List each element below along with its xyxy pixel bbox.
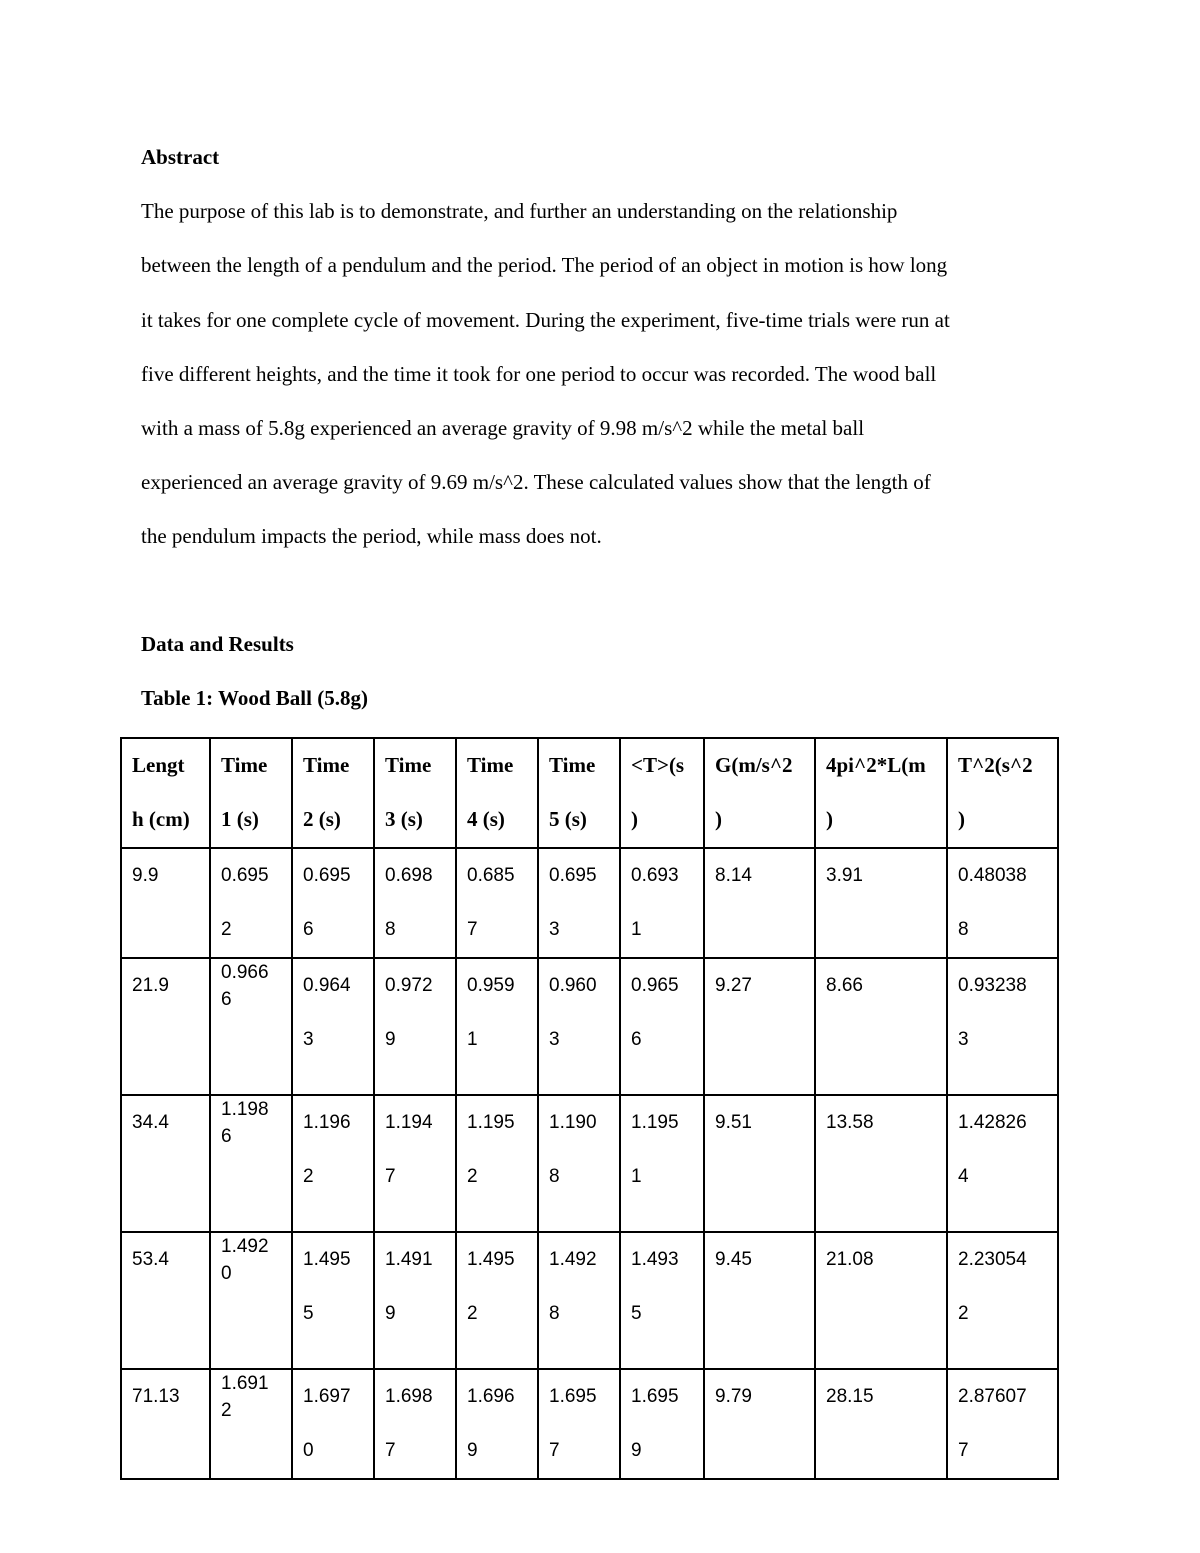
table-cell (620, 1369, 704, 1479)
table-cell-text: 9.45 (715, 1249, 752, 1270)
column-header-text: Time (303, 753, 350, 777)
table-cell (704, 958, 815, 1095)
table-body (121, 848, 1058, 1479)
table-cell-text: 0 (221, 1263, 232, 1284)
table-cell-text: 8.14 (715, 865, 752, 886)
table-cell-text: 8 (549, 1166, 560, 1187)
abstract-line: with a mass of 5.8g experienced an average gravity of 9.98 m/s^2 while the metal ball (141, 416, 865, 440)
table-cell-text: 8 (958, 919, 969, 940)
table-cell (374, 958, 456, 1095)
column-header-text: 5 (s) (549, 807, 587, 831)
table-cell (947, 958, 1058, 1095)
table-cell-text: 1.196 (303, 1112, 351, 1133)
table-cell (704, 1095, 815, 1232)
column-header-text: <T>(s (631, 753, 685, 777)
table-cell-text: 7 (385, 1440, 396, 1461)
table-cell (210, 1369, 292, 1479)
table-cell-text: 0.695 (549, 865, 597, 886)
table-cell (121, 1232, 210, 1369)
table-cell (947, 1369, 1058, 1479)
column-header (292, 738, 374, 848)
column-header (374, 738, 456, 848)
table-cell-text: 6 (221, 989, 232, 1010)
table-cell-text: 8.66 (826, 975, 863, 996)
table-cell (947, 1095, 1058, 1232)
table-cell-text: 0.960 (549, 975, 597, 996)
table-cell-text: 2 (221, 919, 232, 940)
table-cell-text: 2 (467, 1303, 478, 1324)
table-cell (815, 1232, 947, 1369)
column-header-text: ) (958, 807, 965, 831)
table-cell-text: 2 (303, 1166, 314, 1187)
column-header-text: ) (631, 807, 638, 831)
table-cell (292, 1095, 374, 1232)
column-header-text: 4 (s) (467, 807, 505, 831)
column-header-text: 4pi^2*L(m (826, 753, 926, 777)
table-cell-text: 21.9 (132, 975, 169, 996)
column-header-text: ) (826, 807, 833, 831)
table-cell-text: 2 (958, 1303, 969, 1324)
table-cell-text: 1.190 (549, 1112, 597, 1133)
table-cell (374, 1369, 456, 1479)
abstract-heading: Abstract (141, 145, 220, 169)
table-header-row (121, 738, 1058, 848)
table-cell-text: 9.51 (715, 1112, 752, 1133)
table-cell-text: 1.495 (467, 1249, 515, 1270)
table-cell-text: 0.93238 (958, 975, 1027, 996)
table-cell-text: 2 (467, 1166, 478, 1187)
column-header-text: Time (467, 753, 514, 777)
table-cell-text: 1.194 (385, 1112, 433, 1133)
table-cell-text: 2 (221, 1400, 232, 1421)
column-header (210, 738, 292, 848)
table-cell-text: 71.13 (132, 1386, 180, 1407)
table-cell (210, 1232, 292, 1369)
table-cell-text: 3 (303, 1029, 314, 1050)
column-header-text: Time (549, 753, 596, 777)
table-cell-text: 7 (385, 1166, 396, 1187)
table-cell-text: 2.23054 (958, 1249, 1027, 1270)
table-cell (292, 848, 374, 958)
table-cell (538, 958, 620, 1095)
table-cell-text: 28.15 (826, 1386, 874, 1407)
table-cell (456, 1369, 538, 1479)
table-cell-text: 8 (385, 919, 396, 940)
table-cell-text: 9.27 (715, 975, 752, 996)
table-cell-text: 1.495 (303, 1249, 351, 1270)
table-row (121, 848, 1058, 958)
table-cell (121, 958, 210, 1095)
table-cell (292, 1369, 374, 1479)
wood-ball-table (120, 737, 1059, 1480)
table-cell (947, 848, 1058, 958)
table-cell-text: 1.493 (631, 1249, 679, 1270)
table-cell-text: 1.698 (385, 1386, 433, 1407)
abstract-line: experienced an average gravity of 9.69 m/s^2. These calculated values show that the length of (141, 470, 931, 494)
table-cell-text: 6 (221, 1126, 232, 1147)
table-cell-text: 9 (385, 1303, 396, 1324)
table-cell-text: 6 (631, 1029, 642, 1050)
abstract-line: between the length of a pendulum and the period. The period of an object in motion is how long (141, 253, 948, 277)
column-header-text: Lengt (132, 753, 185, 777)
table-cell-text: 7 (467, 919, 478, 940)
column-header-text: T^2(s^2 (958, 753, 1033, 777)
table-cell-text: 9 (631, 1440, 642, 1461)
table-cell-text: 13.58 (826, 1112, 874, 1133)
table-cell-text: 1.195 (631, 1112, 679, 1133)
table-cell-text: 0.959 (467, 975, 515, 996)
table-cell-text: 1.695 (549, 1386, 597, 1407)
table-cell-text: 7 (958, 1440, 969, 1461)
table-cell (538, 848, 620, 958)
column-header-text: Time (221, 753, 268, 777)
table-cell-text: 1 (631, 919, 642, 940)
table-cell (815, 958, 947, 1095)
table-cell-text: 1.697 (303, 1386, 351, 1407)
table-cell-text: 5 (631, 1303, 642, 1324)
table-cell-text: 4 (958, 1166, 969, 1187)
table-cell-text: 0.698 (385, 865, 433, 886)
table-cell (210, 1095, 292, 1232)
table-cell (538, 1369, 620, 1479)
table-cell (456, 1095, 538, 1232)
table-row (121, 1095, 1058, 1232)
table-cell-text: 0.695 (221, 865, 269, 886)
table-cell-text: 3 (958, 1029, 969, 1050)
table-cell (538, 1232, 620, 1369)
table-cell-text: 0.965 (631, 975, 679, 996)
table-cell-text: 0.685 (467, 865, 515, 886)
column-header-text: 1 (s) (221, 807, 259, 831)
table-cell-text: 3 (549, 919, 560, 940)
abstract-line: it takes for one complete cycle of movement. During the experiment, five-time trials were run at (141, 308, 950, 332)
table-cell-text: 2.87607 (958, 1386, 1027, 1407)
table-cell-text: 53.4 (132, 1249, 169, 1270)
table-cell-text: 9 (467, 1440, 478, 1461)
table-cell-text: 8 (549, 1303, 560, 1324)
table-cell (456, 1232, 538, 1369)
table-cell (121, 1095, 210, 1232)
column-header-text: 3 (s) (385, 807, 423, 831)
table-cell-text: 5 (303, 1303, 314, 1324)
table-cell-text: 9.79 (715, 1386, 752, 1407)
table-cell-text: 9 (385, 1029, 396, 1050)
table-cell-text: 9.9 (132, 865, 159, 886)
abstract-line: five different heights, and the time it took for one period to occur was recorded. The wood ball (141, 362, 937, 386)
table-row (121, 1232, 1058, 1369)
table-cell (374, 1232, 456, 1369)
table-row (121, 1369, 1058, 1479)
table-cell (374, 848, 456, 958)
table-cell-text: 1.198 (221, 1099, 269, 1120)
table-cell-text: 34.4 (132, 1112, 169, 1133)
table-cell-text: 1.691 (221, 1373, 269, 1394)
column-header-text: ) (715, 807, 722, 831)
table-cell (121, 848, 210, 958)
column-header (121, 738, 210, 848)
table-cell-text: 1.695 (631, 1386, 679, 1407)
table-cell-text: 0.48038 (958, 865, 1027, 886)
table-cell (620, 1095, 704, 1232)
table-cell-text: 1.491 (385, 1249, 433, 1270)
abstract-line: The purpose of this lab is to demonstrate, and further an understanding on the relationship (141, 199, 898, 223)
table-cell-text: 0.964 (303, 975, 351, 996)
table-cell-text: 0.693 (631, 865, 679, 886)
table-cell (620, 958, 704, 1095)
table-cell (815, 1095, 947, 1232)
table-cell (620, 1232, 704, 1369)
table-cell (620, 848, 704, 958)
table-cell (292, 958, 374, 1095)
table-cell (947, 1232, 1058, 1369)
results-heading: Data and Results (141, 632, 294, 656)
table-cell-text: 3 (549, 1029, 560, 1050)
column-header (704, 738, 815, 848)
table-cell-text: 1 (467, 1029, 478, 1050)
column-header-text: Time (385, 753, 432, 777)
column-header (815, 738, 947, 848)
table-cell-text: 1.492 (549, 1249, 597, 1270)
table-cell (704, 1369, 815, 1479)
table-cell (210, 848, 292, 958)
table-cell (121, 1369, 210, 1479)
table-cell (704, 848, 815, 958)
table-cell (538, 1095, 620, 1232)
abstract-line: the pendulum impacts the period, while mass does not. (141, 524, 602, 548)
column-header-text: h (cm) (132, 807, 190, 831)
table-cell-text: 1 (631, 1166, 642, 1187)
table-cell (456, 958, 538, 1095)
column-header-text: 2 (s) (303, 807, 341, 831)
column-header (947, 738, 1058, 848)
table-cell (815, 848, 947, 958)
column-header (538, 738, 620, 848)
table-cell-text: 7 (549, 1440, 560, 1461)
table-cell-text: 0 (303, 1440, 314, 1461)
table-cell-text: 0.972 (385, 975, 433, 996)
table-cell-text: 0.695 (303, 865, 351, 886)
table-cell-text: 6 (303, 919, 314, 940)
column-header (620, 738, 704, 848)
table-header (121, 738, 1058, 848)
table-cell-text: 1.195 (467, 1112, 515, 1133)
table-cell-text: 0.966 (221, 962, 269, 983)
table-cell (456, 848, 538, 958)
column-header-text: G(m/s^2 (715, 753, 793, 777)
table-cell (292, 1232, 374, 1369)
table-title: Table 1: Wood Ball (5.8g) (141, 686, 368, 710)
column-header (456, 738, 538, 848)
table-cell-text: 1.492 (221, 1236, 269, 1257)
table-cell-text: 1.696 (467, 1386, 515, 1407)
table-cell (815, 1369, 947, 1479)
table-cell (704, 1232, 815, 1369)
table-cell-text: 21.08 (826, 1249, 874, 1270)
table-cell (374, 1095, 456, 1232)
table-cell (210, 958, 292, 1095)
table-cell-text: 3.91 (826, 865, 863, 886)
table-row (121, 958, 1058, 1095)
table-cell-text: 1.42826 (958, 1112, 1027, 1133)
